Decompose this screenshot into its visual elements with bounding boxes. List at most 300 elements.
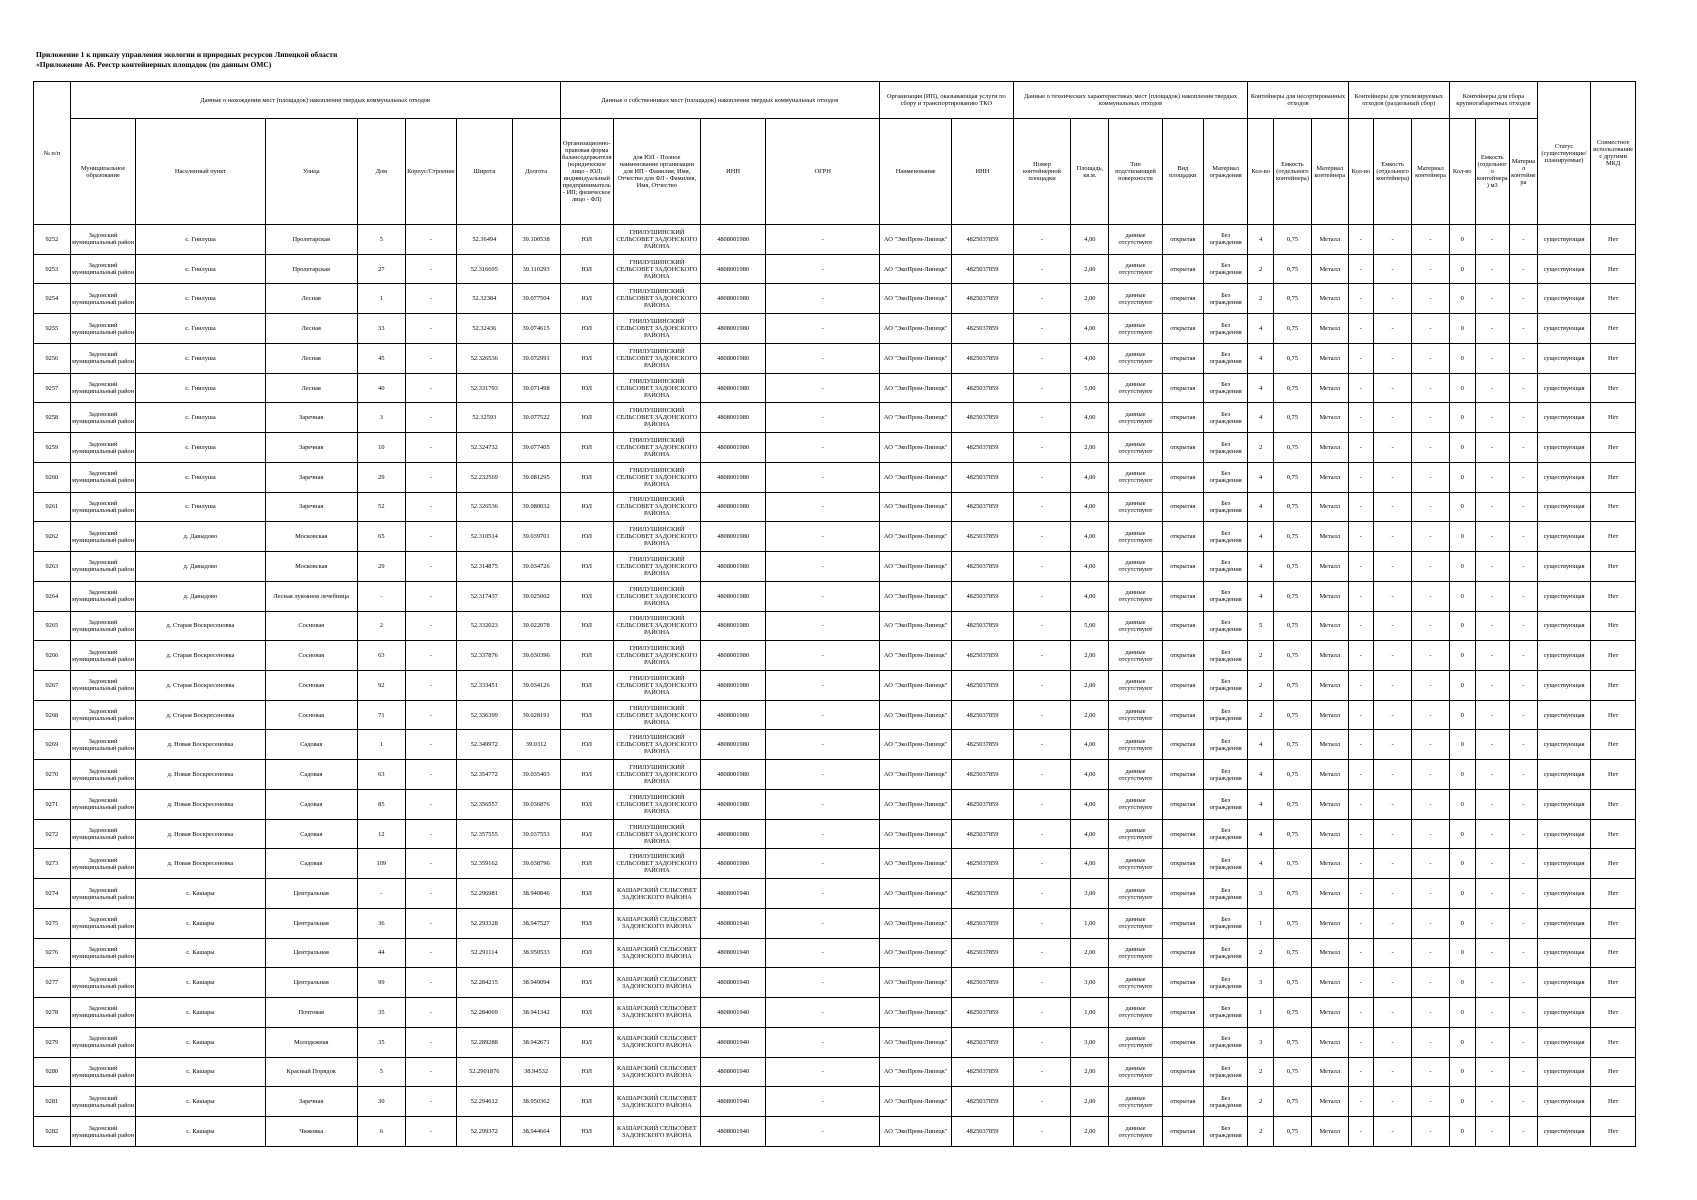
org-form-cell: ЮЛ [560,284,613,314]
org-form-cell: ЮЛ [560,760,613,790]
fence-material-cell: Без ограждения [1203,879,1248,909]
bulky-material-cell: - [1510,343,1538,373]
org-form-cell: ЮЛ [560,1117,613,1147]
bulky-count-cell: 0 [1449,1027,1475,1057]
owner-inn-cell: 4808001940 [700,1027,766,1057]
recyclable-material-cell: - [1412,998,1450,1028]
owner-name-cell: ГНИЛУШИНСКИЙ СЕЛЬСОВЕТ ЗАДОНСКОГО РАЙОНА [613,581,700,611]
recyclable-volume-cell: - [1374,879,1412,909]
operator-inn-cell: 4825037859 [952,314,1013,344]
bulky-volume-cell: - [1475,1117,1510,1147]
assorted-group-header: Контейнеры для несортированных отходов [1248,82,1348,119]
site-number-cell: - [1013,403,1071,433]
municipality-cell: Задонский муниципальный район [70,789,136,819]
house-cell: 35 [357,1027,405,1057]
table-row [34,581,1636,611]
operator-name-cell: АО "ЭкоПром-Липецк" [880,462,952,492]
house-cell: 35 [357,998,405,1028]
house-cell: 85 [357,789,405,819]
table-row [34,760,1636,790]
bulky-material-cell: - [1510,700,1538,730]
bulky-count-cell: 0 [1449,730,1475,760]
street-cell: Молодежная [265,1027,357,1057]
fence-material-cell: Без ограждения [1203,1057,1248,1087]
recyclable-volume-header: Емкость (отдельного контейнера) [1374,119,1412,225]
street-cell: Заречная [265,403,357,433]
latitude-cell: 52.337876 [456,641,512,671]
status-cell: существующая [1537,908,1590,938]
owner-name-cell: ГНИЛУШИНСКИЙ СЕЛЬСОВЕТ ЗАДОНСКОГО РАЙОНА [613,522,700,552]
area-cell: 2,00 [1071,433,1109,463]
house-cell: 2 [357,611,405,641]
assorted-material-cell: Металл [1311,819,1348,849]
recyclable-count-header: Кол-во [1348,119,1374,225]
site-number-cell: - [1013,225,1071,255]
site-number-cell: - [1013,581,1071,611]
owner-ogrn-cell: - [766,284,880,314]
settlement-cell: с. Кашары [136,938,265,968]
shared-use-cell: Нет [1591,671,1636,701]
fence-material-cell: Без ограждения [1203,938,1248,968]
shared-use-cell: Нет [1591,789,1636,819]
recyclable-material-cell: - [1412,730,1450,760]
street-cell: Московская [265,522,357,552]
assorted-material-header: Материал контейнера [1311,119,1348,225]
assorted-volume-cell: 0,75 [1274,462,1312,492]
fence-material-cell: Без ограждения [1203,254,1248,284]
table-row [34,254,1636,284]
house-cell: 6 [357,1117,405,1147]
table-row [34,284,1636,314]
shared-use-header: Совместное использование с другими МКД [1591,82,1636,225]
status-cell: существующая [1537,938,1590,968]
table-row [34,373,1636,403]
recyclable-volume-cell: - [1374,522,1412,552]
status-cell: существующая [1537,284,1590,314]
latitude-cell: 52.291114 [456,938,512,968]
building-cell: - [405,492,456,522]
site-number-cell: - [1013,968,1071,998]
shared-use-cell: Нет [1591,1057,1636,1087]
house-cell: 99 [357,968,405,998]
shared-use-cell: Нет [1591,849,1636,879]
fence-material-cell: Без ограждения [1203,908,1248,938]
bulky-material-cell: - [1510,819,1538,849]
owner-ogrn-cell: - [766,522,880,552]
fence-material-cell: Без ограждения [1203,730,1248,760]
house-cell: - [357,581,405,611]
operator-inn-cell: 4825037859 [952,611,1013,641]
settlement-cell: с. Гнилуша [136,343,265,373]
org-form-cell: ЮЛ [560,343,613,373]
street-cell: Заречная [265,492,357,522]
site-type-cell: открытая [1162,552,1203,582]
assorted-material-cell: Металл [1311,730,1348,760]
street-cell: Центральная [265,938,357,968]
table-row [34,908,1636,938]
site-type-cell: открытая [1162,908,1203,938]
assorted-volume-cell: 0,75 [1274,879,1312,909]
area-cell: 5,00 [1071,611,1109,641]
owner-name-header: для ЮЛ - Полное наименование организации для ИП - Фамилия, Имя, Отчество для ФЛ - Фамилия, Имя, Отчество [613,119,700,225]
latitude-cell: 52.36494 [456,225,512,255]
site-number-cell: - [1013,433,1071,463]
longitude-cell: 39.034126 [512,671,560,701]
bulky-count-cell: 0 [1449,552,1475,582]
owners-group-header: Данные о собственниках мест (площадок) накопления твердых коммунальных отходов [560,82,879,119]
operator-name-cell: АО "ЭкоПром-Липецк" [880,998,952,1028]
fence-material-cell: Без ограждения [1203,552,1248,582]
assorted-count-cell: 2 [1248,1117,1274,1147]
assorted-count-cell: 4 [1248,819,1274,849]
status-cell: существующая [1537,581,1590,611]
org-form-cell: ЮЛ [560,314,613,344]
assorted-material-cell: Металл [1311,641,1348,671]
table-row [34,1117,1636,1147]
col-num-header: № п/п [34,82,71,225]
recyclable-volume-cell: - [1374,581,1412,611]
surface-cell: данные отсутствуют [1109,522,1162,552]
org-form-cell: ЮЛ [560,403,613,433]
assorted-count-cell: 3 [1248,879,1274,909]
assorted-material-cell: Металл [1311,700,1348,730]
operator-inn-cell: 4825037859 [952,1117,1013,1147]
bulky-count-cell: 0 [1449,700,1475,730]
site-number-cell: - [1013,552,1071,582]
area-cell: 5,00 [1071,373,1109,403]
street-cell: Лесная [265,314,357,344]
operator-name-cell: АО "ЭкоПром-Липецк" [880,403,952,433]
owner-name-cell: КАШАРСКИЙ СЕЛЬСОВЕТ ЗАДОНСКОГО РАЙОНА [613,938,700,968]
latitude-cell: 52.32436 [456,314,512,344]
longitude-cell: 39.035403 [512,760,560,790]
owner-ogrn-cell: - [766,938,880,968]
table-row [34,314,1636,344]
owner-name-cell: КАШАРСКИЙ СЕЛЬСОВЕТ ЗАДОНСКОГО РАЙОНА [613,908,700,938]
municipality-cell: Задонский муниципальный район [70,938,136,968]
settlement-cell: д. Новая Воскресеновка [136,730,265,760]
settlement-cell: с. Кашары [136,968,265,998]
surface-cell: данные отсутствуют [1109,730,1162,760]
recyclable-material-cell: - [1412,284,1450,314]
row-number-cell: 9260 [34,462,71,492]
recyclable-material-cell: - [1412,433,1450,463]
owner-inn-cell: 4808001980 [700,671,766,701]
area-cell: 2,00 [1071,671,1109,701]
site-type-cell: открытая [1162,1117,1203,1147]
shared-use-cell: Нет [1591,552,1636,582]
assorted-count-cell: 4 [1248,760,1274,790]
recyclable-count-cell: - [1348,1087,1374,1117]
house-cell: 30 [357,1087,405,1117]
owner-inn-cell: 4808001980 [700,760,766,790]
site-number-cell: - [1013,254,1071,284]
recyclable-material-cell: - [1412,492,1450,522]
owner-name-cell: ГНИЛУШИНСКИЙ СЕЛЬСОВЕТ ЗАДОНСКОГО РАЙОНА [613,671,700,701]
shared-use-cell: Нет [1591,1027,1636,1057]
house-cell: 1 [357,284,405,314]
recyclable-volume-cell: - [1374,671,1412,701]
operator-inn-cell: 4825037859 [952,879,1013,909]
site-number-cell: - [1013,1087,1071,1117]
longitude-cell: 39.074615 [512,314,560,344]
org-form-header: Организационно-правовая форма балансодержателя (юридическое лицо - ЮЛ; индивидуальный предприниматель - ИП; физическое лицо - ФЛ) [560,119,613,225]
owner-inn-cell: 4808001980 [700,730,766,760]
longitude-cell: 38.947527 [512,908,560,938]
assorted-material-cell: Металл [1311,611,1348,641]
bulky-material-header: Материал контейнера [1510,119,1538,225]
row-number-cell: 9263 [34,552,71,582]
operator-group-header: Организация (ИП), оказывающая услуги по сбору и транспортированию ТКО [880,82,1014,119]
row-number-cell: 9279 [34,1027,71,1057]
street-cell: Московская [265,552,357,582]
assorted-count-cell: 4 [1248,314,1274,344]
site-number-cell: - [1013,700,1071,730]
bulky-material-cell: - [1510,314,1538,344]
bulky-material-cell: - [1510,789,1538,819]
recyclable-count-cell: - [1348,700,1374,730]
assorted-volume-cell: 0,75 [1274,314,1312,344]
table-row [34,998,1636,1028]
status-cell: существующая [1537,700,1590,730]
street-cell: Чижовка [265,1117,357,1147]
surface-cell: данные отсутствуют [1109,403,1162,433]
area-cell: 1,00 [1071,908,1109,938]
recyclable-material-cell: - [1412,373,1450,403]
building-cell: - [405,968,456,998]
row-number-cell: 9253 [34,254,71,284]
fence-material-cell: Без ограждения [1203,1087,1248,1117]
owner-ogrn-cell: - [766,581,880,611]
settlement-cell: с. Гнилуша [136,373,265,403]
recyclable-count-cell: - [1348,879,1374,909]
owner-inn-cell: 4808001980 [700,343,766,373]
street-cell: Лесная лукоянов лечебница [265,581,357,611]
assorted-volume-cell: 0,75 [1274,1087,1312,1117]
bulky-count-cell: 0 [1449,611,1475,641]
recyclable-material-cell: - [1412,581,1450,611]
municipality-cell: Задонский муниципальный район [70,581,136,611]
bulky-material-cell: - [1510,938,1538,968]
assorted-count-cell: 4 [1248,849,1274,879]
table-row [34,968,1636,998]
assorted-material-cell: Металл [1311,225,1348,255]
shared-use-cell: Нет [1591,611,1636,641]
surface-header: Тип подстилающей поверхности [1109,119,1162,225]
recyclable-volume-cell: - [1374,433,1412,463]
recyclable-material-cell: - [1412,671,1450,701]
settlement-cell: д. Старая Воскресеновка [136,671,265,701]
assorted-volume-cell: 0,75 [1274,403,1312,433]
owner-inn-cell: 4808001980 [700,700,766,730]
settlement-cell: с. Кашары [136,879,265,909]
recyclable-material-cell: - [1412,1027,1450,1057]
building-cell: - [405,641,456,671]
recyclable-count-cell: - [1348,1117,1374,1147]
building-cell: - [405,849,456,879]
bulky-count-cell: 0 [1449,879,1475,909]
org-form-cell: ЮЛ [560,1087,613,1117]
assorted-volume-cell: 0,75 [1274,671,1312,701]
assorted-count-cell: 1 [1248,908,1274,938]
owner-ogrn-cell: - [766,789,880,819]
operator-name-cell: АО "ЭкоПром-Липецк" [880,492,952,522]
site-number-cell: - [1013,938,1071,968]
recyclable-count-cell: - [1348,492,1374,522]
surface-cell: данные отсутствуют [1109,492,1162,522]
house-cell: 92 [357,671,405,701]
municipality-cell: Задонский муниципальный район [70,254,136,284]
surface-cell: данные отсутствуют [1109,433,1162,463]
longitude-cell: 39.025002 [512,581,560,611]
site-number-cell: - [1013,641,1071,671]
recyclable-volume-cell: - [1374,492,1412,522]
recyclable-volume-cell: - [1374,849,1412,879]
bulky-volume-cell: - [1475,908,1510,938]
owner-ogrn-cell: - [766,1057,880,1087]
owner-name-cell: ГНИЛУШИНСКИЙ СЕЛЬСОВЕТ ЗАДОНСКОГО РАЙОНА [613,373,700,403]
operator-name-cell: АО "ЭкоПром-Липецк" [880,641,952,671]
status-cell: существующая [1537,314,1590,344]
owner-name-cell: КАШАРСКИЙ СЕЛЬСОВЕТ ЗАДОНСКОГО РАЙОНА [613,879,700,909]
site-type-header: Вид площадки [1162,119,1203,225]
operator-inn-cell: 4825037859 [952,641,1013,671]
operator-name-cell: АО "ЭкоПром-Липецк" [880,611,952,641]
bulky-material-cell: - [1510,581,1538,611]
status-cell: существующая [1537,492,1590,522]
org-form-cell: ЮЛ [560,849,613,879]
owner-name-cell: ГНИЛУШИНСКИЙ СЕЛЬСОВЕТ ЗАДОНСКОГО РАЙОНА [613,760,700,790]
owner-inn-header: ИНН [700,119,766,225]
house-cell: 71 [357,700,405,730]
bulky-count-cell: 0 [1449,225,1475,255]
recyclable-material-cell: - [1412,611,1450,641]
bulky-volume-cell: - [1475,343,1510,373]
owner-inn-cell: 4808001940 [700,968,766,998]
owner-name-cell: КАШАРСКИЙ СЕЛЬСОВЕТ ЗАДОНСКОГО РАЙОНА [613,1027,700,1057]
org-form-cell: ЮЛ [560,968,613,998]
assorted-material-cell: Металл [1311,522,1348,552]
building-cell: - [405,462,456,492]
municipality-cell: Задонский муниципальный район [70,284,136,314]
surface-cell: данные отсутствуют [1109,849,1162,879]
longitude-cell: 38.950362 [512,1087,560,1117]
table-row [34,225,1636,255]
operator-name-cell: АО "ЭкоПром-Липецк" [880,1027,952,1057]
longitude-cell: 39.036876 [512,789,560,819]
site-number-cell: - [1013,522,1071,552]
owner-inn-cell: 4808001980 [700,492,766,522]
operator-inn-cell: 4825037859 [952,1057,1013,1087]
bulky-volume-cell: - [1475,552,1510,582]
assorted-count-cell: 2 [1248,254,1274,284]
org-form-cell: ЮЛ [560,998,613,1028]
assorted-material-cell: Металл [1311,343,1348,373]
house-cell: 63 [357,641,405,671]
longitude-cell: 39.080032 [512,492,560,522]
building-cell: - [405,700,456,730]
table-row [34,343,1636,373]
org-form-cell: ЮЛ [560,908,613,938]
site-number-cell: - [1013,611,1071,641]
longitude-cell: 39.034726 [512,552,560,582]
shared-use-cell: Нет [1591,968,1636,998]
longitude-cell: 39.028191 [512,700,560,730]
building-cell: - [405,254,456,284]
bulky-count-cell: 0 [1449,641,1475,671]
latitude-cell: 52.333451 [456,671,512,701]
surface-cell: данные отсутствуют [1109,1117,1162,1147]
status-cell: существующая [1537,1027,1590,1057]
status-cell: существующая [1537,1057,1590,1087]
latitude-cell: 52.324732 [456,433,512,463]
recyclable-material-cell: - [1412,462,1450,492]
recyclable-material-cell: - [1412,1117,1450,1147]
status-cell: существующая [1537,1117,1590,1147]
org-form-cell: ЮЛ [560,879,613,909]
recyclable-material-cell: - [1412,879,1450,909]
house-cell: 52 [357,492,405,522]
area-cell: 4,00 [1071,314,1109,344]
bulky-volume-cell: - [1475,641,1510,671]
street-cell: Лесная [265,343,357,373]
house-cell: 12 [357,819,405,849]
site-type-cell: открытая [1162,641,1203,671]
bulky-volume-cell: - [1475,254,1510,284]
assorted-count-cell: 4 [1248,581,1274,611]
building-cell: - [405,552,456,582]
assorted-count-cell: 4 [1248,492,1274,522]
site-number-cell: - [1013,284,1071,314]
longitude-cell: 38.941342 [512,998,560,1028]
longitude-cell: 39.072991 [512,343,560,373]
surface-cell: данные отсутствуют [1109,968,1162,998]
area-cell: 2,00 [1071,1087,1109,1117]
table-row [34,819,1636,849]
table-row [34,700,1636,730]
org-form-cell: ЮЛ [560,730,613,760]
assorted-count-cell: 2 [1248,641,1274,671]
fence-material-cell: Без ограждения [1203,641,1248,671]
operator-name-cell: АО "ЭкоПром-Липецк" [880,700,952,730]
building-cell: - [405,343,456,373]
bulky-volume-cell: - [1475,1057,1510,1087]
fence-material-cell: Без ограждения [1203,849,1248,879]
recyclable-material-cell: - [1412,968,1450,998]
house-cell: 3 [357,403,405,433]
site-type-cell: открытая [1162,700,1203,730]
site-type-cell: открытая [1162,1027,1203,1057]
bulky-count-cell: 0 [1449,403,1475,433]
owner-ogrn-cell: - [766,433,880,463]
operator-inn-cell: 4825037859 [952,700,1013,730]
assorted-material-cell: Металл [1311,1087,1348,1117]
latitude-cell: 52.326536 [456,492,512,522]
recyclable-volume-cell: - [1374,254,1412,284]
bulky-volume-cell: - [1475,879,1510,909]
assorted-material-cell: Металл [1311,1057,1348,1087]
site-number-cell: - [1013,314,1071,344]
bulky-material-cell: - [1510,522,1538,552]
assorted-material-cell: Металл [1311,284,1348,314]
tech-group-header: Данные о технических характеристиках мест (площадок) накопления твердых коммунальных отходов [1013,82,1248,119]
fence-material-cell: Без ограждения [1203,433,1248,463]
municipality-cell: Задонский муниципальный район [70,433,136,463]
recyclable-count-cell: - [1348,819,1374,849]
org-form-cell: ЮЛ [560,225,613,255]
site-number-cell: - [1013,730,1071,760]
municipality-cell: Задонский муниципальный район [70,641,136,671]
